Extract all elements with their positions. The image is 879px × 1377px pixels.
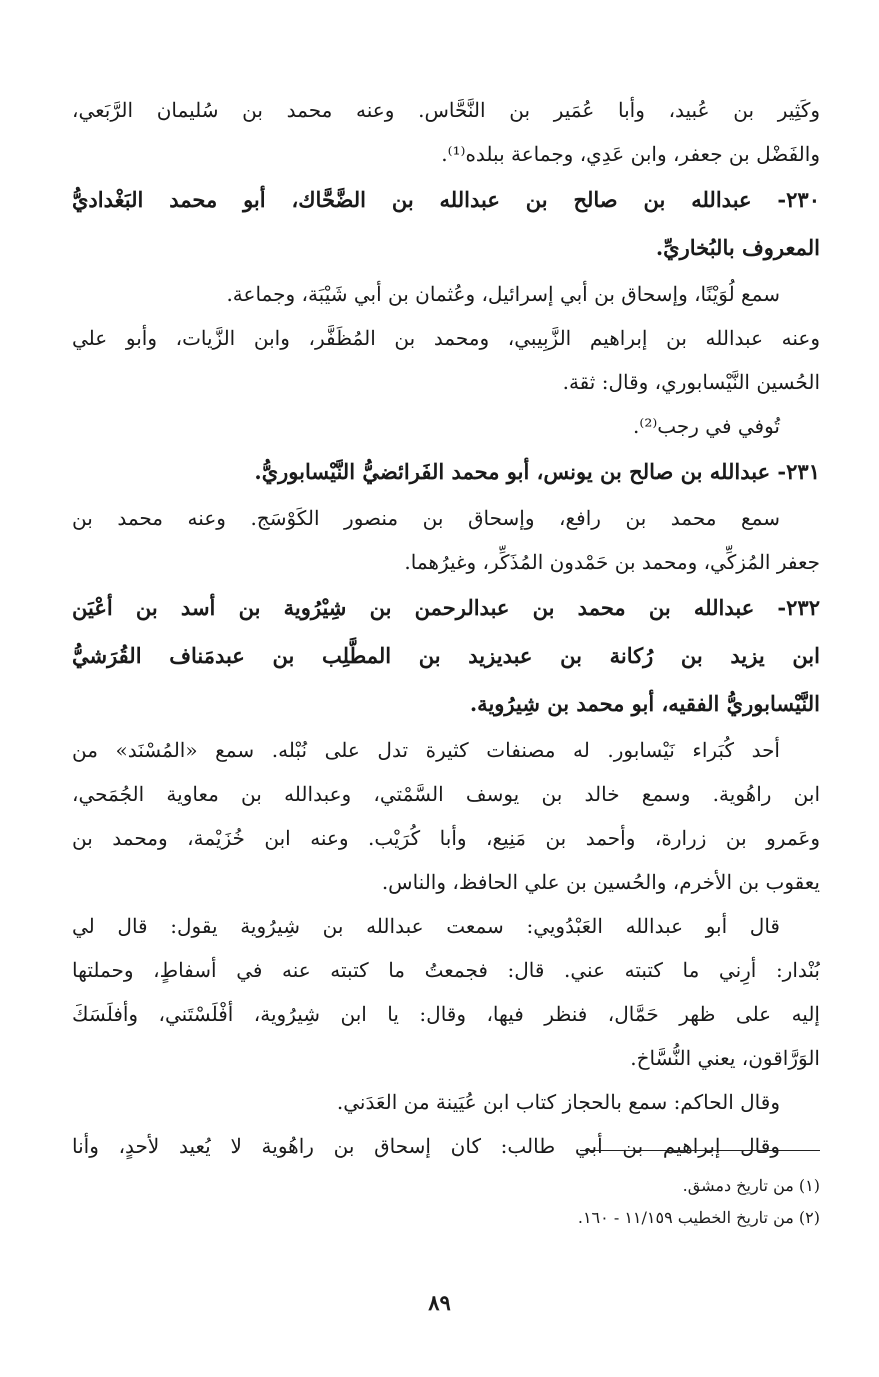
body-line: يعقوب بن الأخرم، والحُسين بن علي الحافظ، والناس.	[381, 870, 820, 894]
body-line: سمع لُوَيْنًا، وإسحاق بن أبي إسرائيل، وعُثمان بن أبي شَيْبَة، وجماعة.	[226, 282, 780, 306]
body-line: قال أبو عبدالله العَبْدُويي: سمعت عبدالله بن شِيرُوية يقول: قال لي	[72, 914, 780, 938]
body-line: وعنه عبدالله بن إبراهيم الزَّبِيبي، ومحمد بن المُظَفَّر، وابن الزَّيات، وأبو علي	[72, 326, 820, 350]
body-line: وعَمرو بن زرارة، وأحمد بن مَنِيع، وأبا كُرَيْب. وعنه ابن خُزَيْمة، ومحمد بن	[72, 826, 820, 850]
body-line: ابن راهُوية. وسمع خالد بن يوسف السَّمْتي، وعبدالله بن معاوية الجُمَحي،	[72, 782, 820, 806]
footnote: (٢) من تاريخ الخطيب ١١/١٥٩ - ١٦٠.	[577, 1208, 820, 1227]
body-line: أحد كُبَراء نَيْسابور. له مصنفات كثيرة تدل على نُبْله. سمع «المُسْنَد» من	[72, 738, 780, 762]
body-line: سمع محمد بن رافع، وإسحاق بن منصور الكَوْسَج. وعنه محمد بن	[72, 506, 780, 530]
entry-heading: النَّيْسابوريُّ الفقيه، أبو محمد بن شِيرُوية.	[469, 691, 820, 716]
entry-heading: المعروف بالبُخاريِّ.	[655, 235, 820, 260]
footnote: (١) من تاريخ دمشق.	[682, 1176, 820, 1195]
body-line: جعفر المُزكِّي، ومحمد بن حَمْدون المُذَكِّر، وغيرُهما.	[404, 550, 820, 574]
page-number: ٨٩	[428, 1290, 451, 1315]
entry-heading: ٢٣٢- عبدالله بن محمد بن عبدالرحمن بن شِيْرُوية بن أسد بن أعْيَن	[72, 595, 820, 620]
body-line: إليه على ظهر حَمَّال، فنظر فيها، وقال: يا ابن شِيرُوية، أفْلَسْتَني، وأفلَسَكَ	[72, 1002, 820, 1026]
footnotes	[72, 1170, 820, 1234]
body-line: وقال الحاكم: سمع بالحجاز كتاب ابن عُيَينة من العَدَني.	[336, 1090, 780, 1114]
body-line: الحُسين النَّيْسابوري، وقال: ثقة.	[562, 370, 820, 394]
footnote-separator	[580, 1150, 820, 1151]
body-line: والفَضْل بن جعفر، وابن عَدِي، وجماعة ببلده⁽¹⁾.	[441, 142, 820, 166]
entry-heading: ابن يزيد بن رُكانة بن عبديزيد بن المطَّلِب بن عبدمَناف القُرَشيُّ	[72, 643, 820, 668]
main-text	[72, 88, 820, 1168]
entry-heading: ٢٣٠- عبدالله بن صالح بن عبدالله بن الضَّحَّاك، أبو محمد البَغْداديُّ	[72, 187, 820, 212]
body-line: الوَرَّاقون، يعني النُّسَّاخ.	[630, 1046, 820, 1070]
body-line: وقال إبراهيم بن أبي طالب: كان إسحاق بن راهُوية لا يُعيد لأحدٍ، وأنا	[72, 1134, 780, 1158]
body-line: تُوفي في رجب⁽²⁾.	[633, 414, 780, 438]
body-line: وكَثِير بن عُبيد، وأبا عُمَير بن النَّحَّاس. وعنه محمد بن سُليمان الرَّبَعي،	[72, 98, 820, 122]
entry-heading: ٢٣١- عبدالله بن صالح بن يونس، أبو محمد الفَرائضيُّ النَّيْسابوريُّ.	[254, 459, 820, 484]
body-line: بُنْدار: أرِني ما كتبته عني. قال: فجمعتُ ما كتبته عنه في أسفاطٍ، وحملتها	[72, 958, 820, 982]
